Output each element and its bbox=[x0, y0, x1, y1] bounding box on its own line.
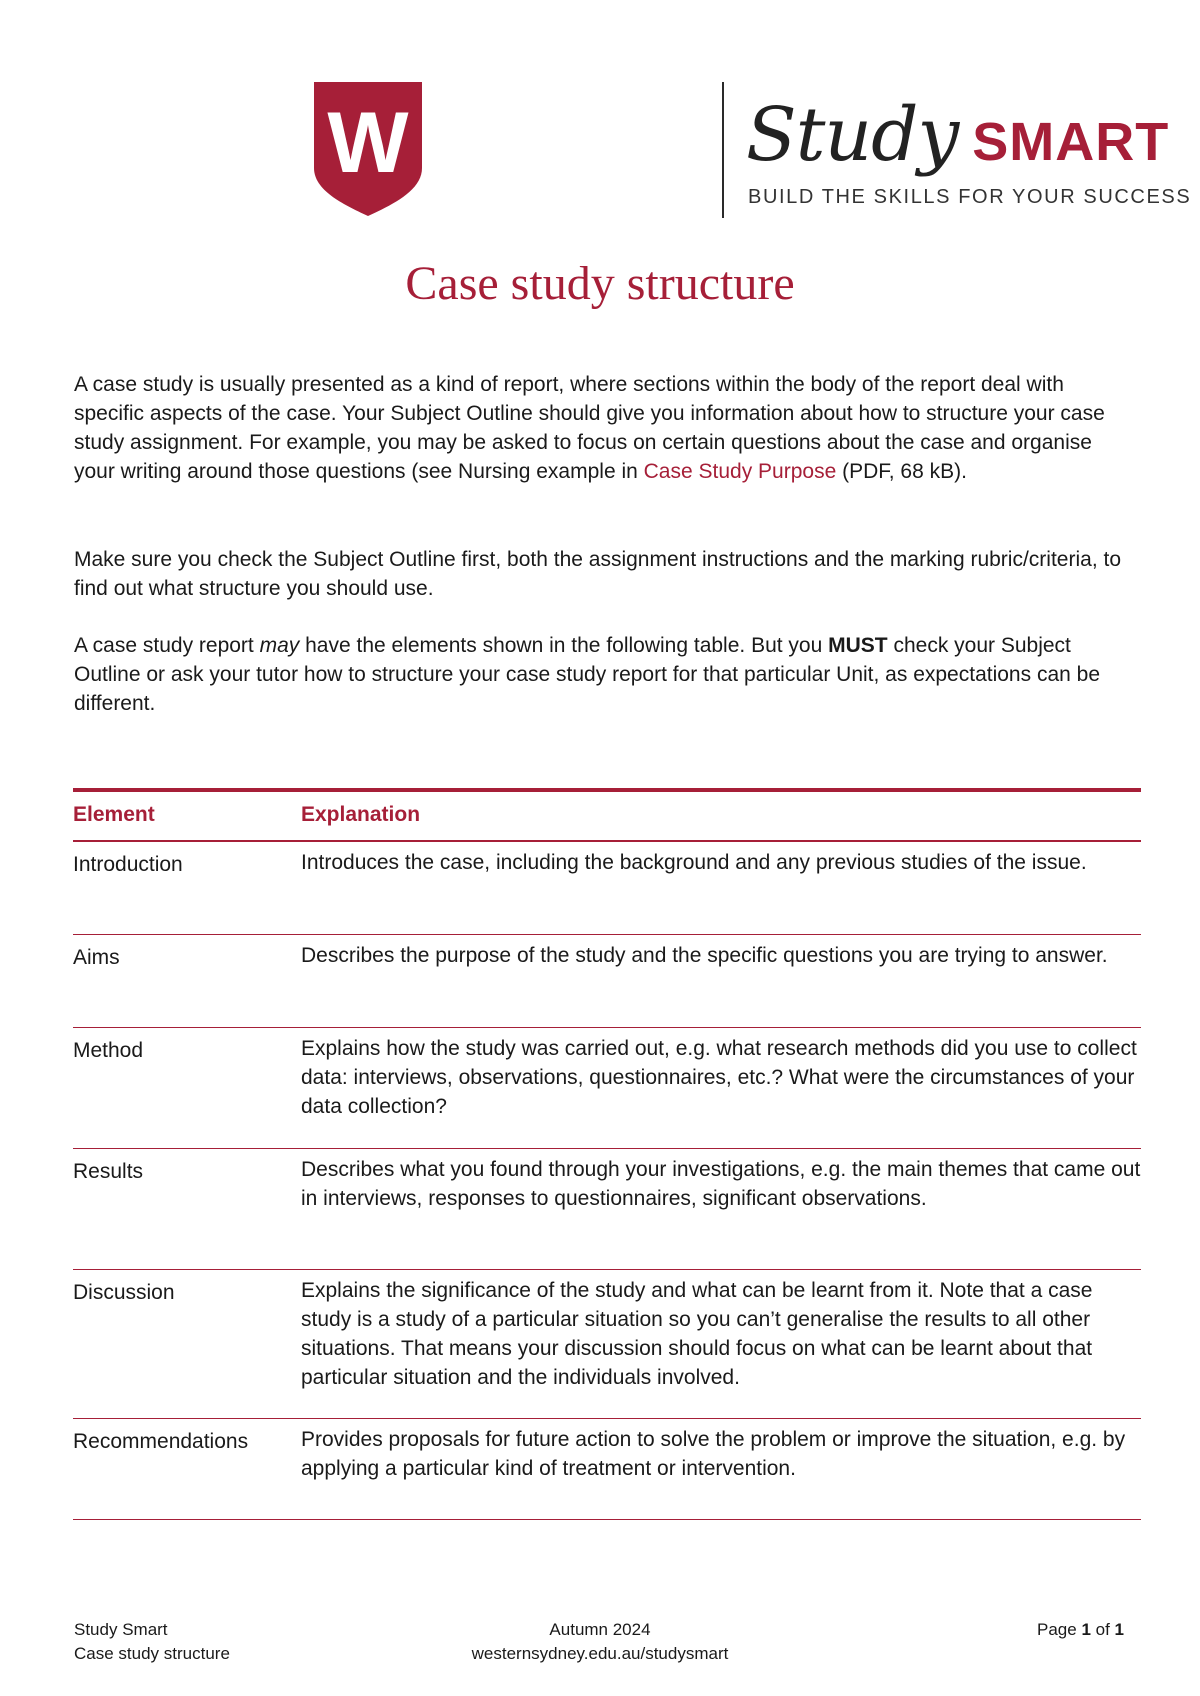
table-cell-explanation: Provides proposals for future action to solve the problem or improve the situation, e.g. by applying a particular kind of treatment or intervention. bbox=[301, 1428, 1126, 1480]
table-header-row bbox=[73, 792, 1141, 842]
table-header-element: Element bbox=[73, 803, 155, 826]
table-header-explanation: Explanation bbox=[301, 803, 421, 826]
footer-term: Autumn 2024 bbox=[549, 1620, 651, 1639]
elements-table bbox=[73, 788, 1141, 1520]
table-cell-element: Discussion bbox=[73, 1281, 175, 1304]
table-cell-element: Method bbox=[73, 1039, 144, 1062]
page-title: Case study structure bbox=[405, 257, 795, 310]
page-label: Page bbox=[1037, 1620, 1082, 1639]
table-cell-element: Aims bbox=[73, 946, 120, 969]
page-current: 1 bbox=[1081, 1620, 1091, 1639]
intro-p3-strong: MUST bbox=[828, 634, 888, 657]
intro-p3-a: A case study report bbox=[74, 634, 260, 657]
logo-word-smart: SMART bbox=[972, 112, 1170, 172]
study-smart-logo bbox=[278, 76, 1192, 226]
intro-p1-after: (PDF, 68 kB). bbox=[836, 460, 967, 483]
university-shield-icon bbox=[314, 82, 422, 216]
case-study-purpose-link[interactable]: Case Study Purpose bbox=[643, 460, 837, 483]
table-row bbox=[73, 935, 1141, 1028]
table-cell-explanation: Explains the significance of the study and what can be learnt from it. Note that a case study is a study of a particular situation so you can’t generalise the results to all other situations. That means your discussion should focus on what can be learnt about that particular situation and the individuals involved. bbox=[301, 1279, 1093, 1389]
logo-divider bbox=[722, 82, 724, 218]
intro-paragraph-3 bbox=[74, 631, 1134, 718]
page-total: 1 bbox=[1114, 1620, 1124, 1639]
intro-paragraph-1 bbox=[74, 370, 1134, 486]
logo-wordmark bbox=[746, 92, 1169, 178]
logo-word-study: Study bbox=[746, 92, 959, 178]
table-cell-explanation: Explains how the study was carried out, e.g. what research methods did you use to collect data: interviews, observations, questionnaires, etc.? What were the circumstances of your data collection? bbox=[301, 1037, 1137, 1118]
table-row bbox=[73, 1270, 1141, 1419]
footer-center bbox=[0, 1618, 1200, 1666]
table-cell-element: Recommendations bbox=[73, 1430, 249, 1453]
logo-tagline: BUILD THE SKILLS FOR YOUR SUCCESS bbox=[748, 186, 1192, 208]
table-cell-element: Introduction bbox=[73, 853, 183, 876]
intro-p1-text: A case study is usually presented as a kind of report, where sections within the body of the report deal with specific aspects of the case. Your Subject Outline should give you information about how to structure your case study assignment. For example, you may be asked to focus on certain questions about the case and organise your writing around those questions (see Nursing example in bbox=[74, 373, 1105, 483]
intro-p3-em: may bbox=[259, 634, 300, 657]
footer-url[interactable]: westernsydney.edu.au/studysmart bbox=[471, 1644, 729, 1663]
table-row bbox=[73, 1028, 1141, 1149]
footer-study-smart: Study Smart bbox=[74, 1620, 168, 1639]
table-cell-element: Results bbox=[73, 1160, 144, 1183]
intro-paragraph-2: Make sure you check the Subject Outline first, both the assignment instructions and the marking rubric/criteria, to find out what structure you should use. bbox=[74, 548, 1121, 600]
intro-p3-b: have the elements shown in the following table. But you bbox=[299, 634, 829, 657]
page-of: of bbox=[1090, 1620, 1115, 1639]
table-row bbox=[73, 1149, 1141, 1270]
table-cell-explanation: Introduces the case, including the background and any previous studies of the issue. bbox=[301, 851, 1087, 874]
table-cell-explanation: Describes what you found through your investigations, e.g. the main themes that came out in interviews, responses to questionnaires, significant observations. bbox=[301, 1158, 1141, 1210]
table-cell-explanation: Describes the purpose of the study and the specific questions you are trying to answer. bbox=[301, 944, 1108, 967]
intro-p3-c: check your Subject Outline or ask your tutor how to structure your case study report for that particular Unit, as expectations can be different. bbox=[74, 634, 1100, 715]
table-row bbox=[73, 1419, 1141, 1520]
footer-page-number bbox=[1037, 1618, 1124, 1642]
shield-letter: W bbox=[327, 95, 409, 191]
footer-doc-title: Case study structure bbox=[74, 1644, 230, 1663]
table-row bbox=[73, 842, 1141, 935]
